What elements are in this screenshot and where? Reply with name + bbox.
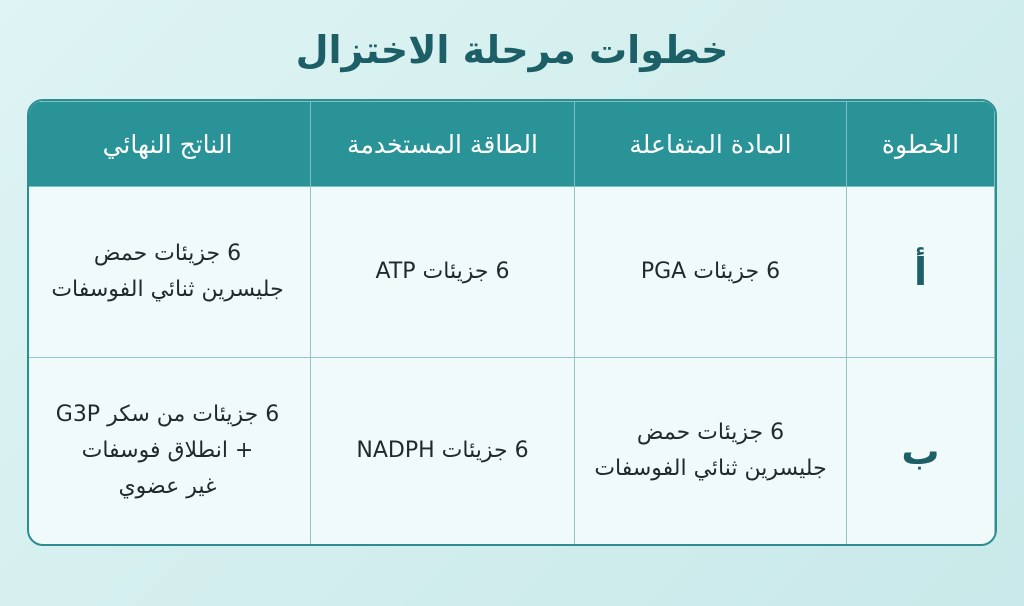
cell-line: + انطلاق فوسفات xyxy=(81,438,254,463)
cell-line: 6 جزيئات NADPH xyxy=(356,438,529,463)
reduction-steps-table xyxy=(27,101,995,545)
cell-line: 6 جزيئات ATP xyxy=(375,259,510,284)
product-cell xyxy=(27,187,311,358)
reactant-cell xyxy=(575,358,847,545)
energy-cell xyxy=(311,358,575,545)
reduction-steps-table-container xyxy=(27,99,997,546)
page-title: خطوات مرحلة الاختزال xyxy=(295,28,729,72)
cell-line: 6 جزيئات حمض xyxy=(636,420,785,445)
cell-line: جليسرين ثنائي الفوسفات xyxy=(594,456,827,481)
product-cell xyxy=(27,358,311,545)
cell-line: جليسرين ثنائي الفوسفات xyxy=(51,277,284,302)
cell-line: 6 جزيئات من سكر G3P xyxy=(55,402,280,427)
header-product: الناتج النهائي xyxy=(27,102,311,187)
table-header-row xyxy=(27,102,995,187)
reactant-cell xyxy=(575,187,847,358)
header-step: الخطوة xyxy=(847,102,995,187)
cell-line: 6 جزيئات PGA xyxy=(640,259,781,284)
energy-cell xyxy=(311,187,575,358)
cell-line: غير عضوي xyxy=(118,474,217,499)
cell-line: 6 جزيئات حمض xyxy=(93,241,242,266)
table-row xyxy=(27,358,995,545)
header-energy: الطاقة المستخدمة xyxy=(311,102,575,187)
header-reactant: المادة المتفاعلة xyxy=(575,102,847,187)
step-cell: أ xyxy=(847,187,995,358)
table-row xyxy=(27,187,995,358)
step-cell: ب xyxy=(847,358,995,545)
